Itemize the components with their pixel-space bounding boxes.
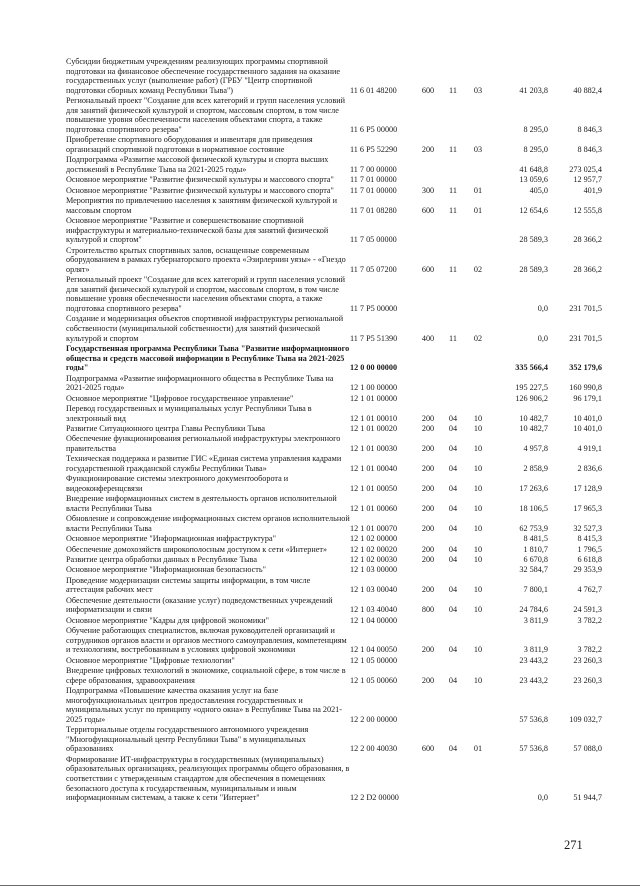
row-code: 12 1 01 00020 (350, 423, 398, 433)
row-amount-year1: 10 482,7 (519, 423, 548, 433)
row-code: 11 7 01 00000 (350, 185, 397, 195)
row-amount-year1: 62 753,9 (519, 523, 548, 533)
row-expense-type: 200 (421, 675, 435, 685)
table-row (66, 374, 602, 394)
row-subsection: 10 (473, 555, 483, 565)
table-row (66, 576, 602, 596)
row-code: 12 1 04 00000 (350, 615, 398, 625)
row-name: Основное мероприятие "Развитие физической культуры и массового спорта" (66, 185, 334, 195)
row-expense-type (414, 686, 442, 725)
row-amount-year2: 2 836,6 (577, 463, 602, 473)
table-row (66, 314, 602, 344)
row-amount-year1: 28 589,3 (519, 235, 548, 245)
row-subsection (464, 344, 492, 374)
row-amount-year2: 8 846,3 (577, 144, 602, 154)
row-amount-year2: 17 965,3 (573, 503, 602, 513)
row-amount-year2: 40 882,4 (573, 85, 602, 95)
row-code: 12 2 00 00000 (350, 714, 398, 724)
row-expense-type: 600 (421, 205, 435, 215)
row-name: Государственная программа Республики Тыва "Развитие информационного общества и средств массовой информации в Республике Тыва на 2021-2025 годы" (66, 343, 350, 373)
row-code: 11 7 05 00000 (350, 235, 397, 245)
row-amount-year2: 1 796,5 (577, 544, 602, 554)
row-amount-year2: 17 128,9 (573, 483, 602, 493)
row-expense-type (414, 565, 442, 575)
row-code: 11 7 00 00000 (350, 164, 397, 174)
row-code: 12 1 05 00060 (350, 675, 398, 685)
row-code: 12 1 02 00030 (350, 555, 398, 565)
row-amount-year1: 0,0 (537, 333, 548, 343)
row-amount-year1: 23 443,2 (519, 675, 548, 685)
row-name: Развитие центра обработки данных в Республике Тыва (66, 555, 258, 565)
table-row (66, 394, 602, 404)
row-expense-type: 600 (421, 85, 435, 95)
row-name: Подпрограмма «Повышение качества оказания услуг на базе многофункциональных центров предоставления государственных и муниципальных услуг по принципу «одного окна» в Республике Тыва на 2021-2025 годы» (66, 686, 342, 724)
row-code: 11 7 P5 51390 (350, 333, 398, 343)
row-subsection: 10 (473, 544, 483, 554)
row-section (442, 344, 464, 374)
row-expense-type (414, 96, 442, 135)
row-name: Основное мероприятие "Цифровые технологии" (66, 655, 235, 665)
table-row (66, 246, 602, 276)
row-amount-year2: 29 353,9 (573, 565, 602, 575)
row-expense-type (414, 656, 442, 666)
row-section (442, 656, 464, 666)
row-section: 04 (448, 675, 458, 685)
row-subsection (464, 686, 492, 725)
row-amount-year1: 0,0 (537, 304, 548, 314)
row-expense-type: 200 (421, 413, 435, 423)
row-name: Создание и модернизация объектов спортивной инфраструктуры региональной собственности (муниципальной собственности) для занятий физической культурой и спортом (66, 314, 344, 343)
row-name: Приобретение спортивного оборудования и инвентаря для приведения организаций спортивной подготовки в нормативное состояние (66, 135, 313, 154)
table-row (66, 725, 602, 755)
row-expense-type (414, 374, 442, 394)
row-section: 11 (449, 144, 457, 154)
row-expense-type: 200 (421, 544, 435, 554)
table-row (66, 135, 602, 155)
row-code: 12 2 D2 00000 (350, 793, 399, 803)
row-section (442, 155, 464, 175)
row-section: 04 (448, 423, 458, 433)
row-amount-year2: 8 846,3 (577, 124, 602, 134)
row-code: 12 1 01 00070 (350, 523, 398, 533)
row-amount-year1: 7 800,1 (523, 585, 548, 595)
row-subsection: 10 (473, 463, 483, 473)
row-expense-type: 200 (421, 645, 435, 655)
row-expense-type: 600 (421, 264, 435, 274)
row-expense-type (414, 344, 442, 374)
row-expense-type: 200 (421, 585, 435, 595)
row-code: 12 1 01 00040 (350, 463, 398, 473)
table-row (66, 555, 602, 565)
row-code: 11 7 P5 00000 (350, 304, 398, 314)
row-name: Строительство крытых спортивных залов, оснащенные современным оборудованием в рамках губернаторского проекта «Эзирлернин уязы» - «Гнездо орлят» (66, 245, 346, 274)
row-expense-type: 200 (421, 483, 435, 493)
page-number: 271 (564, 838, 583, 852)
row-section: 04 (448, 413, 458, 423)
row-amount-year2: 8 415,3 (577, 534, 602, 544)
row-subsection: 10 (473, 483, 483, 493)
row-section: 11 (449, 333, 457, 343)
row-subsection: 03 (473, 85, 483, 95)
table-row (66, 474, 602, 494)
row-code: 11 7 05 07200 (350, 264, 397, 274)
row-amount-year2: 6 618,8 (577, 555, 602, 565)
row-amount-year1: 57 536,8 (519, 744, 548, 754)
row-amount-year2: 23 260,3 (573, 655, 602, 665)
row-subsection: 01 (473, 205, 483, 215)
row-amount-year1: 0,0 (537, 793, 548, 803)
row-section: 04 (448, 503, 458, 513)
row-section: 04 (448, 585, 458, 595)
row-code: 12 1 03 00040 (350, 585, 398, 595)
row-expense-type: 200 (421, 463, 435, 473)
row-subsection: 01 (473, 744, 483, 754)
row-section: 04 (448, 605, 458, 615)
row-amount-year2: 51 944,7 (573, 793, 602, 803)
row-section (442, 534, 464, 544)
row-amount-year1: 195 227,5 (515, 383, 548, 393)
row-subsection (464, 175, 492, 185)
row-amount-year1: 8 481,5 (523, 534, 548, 544)
row-amount-year2: 96 179,1 (573, 393, 602, 403)
row-amount-year1: 12 654,6 (519, 205, 548, 215)
row-code: 12 1 02 00020 (350, 544, 398, 554)
row-amount-year1: 28 589,3 (519, 264, 548, 274)
row-amount-year2: 160 990,8 (569, 383, 602, 393)
row-code: 12 1 03 00000 (350, 565, 398, 575)
row-amount-year1: 32 584,7 (519, 565, 548, 575)
footer-divider (0, 885, 640, 886)
row-name: Внедрение информационных систем в деятельность органов исполнительной власти Республики Тыва (66, 494, 337, 513)
table-row (66, 196, 602, 216)
row-amount-year2: 57 088,0 (573, 744, 602, 754)
row-subsection (464, 275, 492, 314)
row-amount-year1: 8 295,0 (523, 144, 548, 154)
row-amount-year1: 4 957,8 (523, 443, 548, 453)
row-amount-year1: 2 858,9 (523, 463, 548, 473)
row-code: 11 6 P5 52290 (350, 144, 398, 154)
row-amount-year1: 24 784,6 (519, 605, 548, 615)
row-amount-year2: 4 919,1 (577, 443, 602, 453)
row-section (442, 374, 464, 394)
row-name: Обеспечение домохозяйств широкополосным доступом к сети «Интернет» (66, 544, 328, 554)
row-expense-type (414, 275, 442, 314)
row-code: 12 2 00 40030 (350, 744, 398, 754)
row-amount-year2: 10 401,0 (573, 423, 602, 433)
row-subsection (464, 755, 492, 804)
row-amount-year1: 3 811,9 (523, 615, 548, 625)
row-name: Внедрение цифровых технологий в экономике, социальной сфере, в том числе в сфере образования, здравоохранения (66, 666, 346, 685)
row-amount-year1: 23 443,2 (519, 655, 548, 665)
row-amount-year1: 57 536,8 (519, 714, 548, 724)
row-code: 12 1 01 00030 (350, 443, 398, 453)
row-amount-year1: 17 263,6 (519, 483, 548, 493)
row-expense-type: 200 (421, 503, 435, 513)
table-row (66, 596, 602, 616)
row-expense-type (414, 175, 442, 185)
row-code: 12 1 03 40040 (350, 605, 398, 615)
table-row (66, 755, 602, 804)
row-code: 11 6 P5 00000 (350, 124, 398, 134)
row-subsection (464, 374, 492, 394)
table-row (66, 404, 602, 424)
row-amount-year2: 401,9 (583, 185, 602, 195)
row-subsection: 10 (473, 585, 483, 595)
row-expense-type (414, 155, 442, 175)
row-code: 11 6 01 48200 (350, 85, 397, 95)
row-code: 12 1 00 00000 (350, 383, 398, 393)
row-amount-year2: 273 025,4 (569, 164, 602, 174)
row-section (442, 686, 464, 725)
row-subsection (464, 216, 492, 246)
row-expense-type (414, 394, 442, 404)
row-subsection (464, 656, 492, 666)
row-subsection: 01 (473, 185, 483, 195)
row-subsection (464, 394, 492, 404)
row-name: Основное мероприятие "Развитие физической культуры и массового спорта" (66, 175, 334, 185)
row-amount-year1: 3 811,9 (523, 645, 548, 655)
row-name: Основное мероприятие "Развитие и совершенствование спортивной инфраструктуры и материально-технической базы для занятий физической культурой и спортом" (66, 216, 329, 245)
row-expense-type: 200 (421, 555, 435, 565)
table-row (66, 434, 602, 454)
row-amount-year1: 1 810,7 (523, 544, 548, 554)
table-row (66, 344, 602, 374)
table-row (66, 545, 602, 555)
row-expense-type: 300 (421, 185, 435, 195)
row-subsection: 10 (473, 605, 483, 615)
row-subsection: 02 (473, 264, 483, 274)
row-amount-year2: 10 401,0 (573, 413, 602, 423)
row-name: Функционирование системы электронного документооборота и видеоконференцсвязи (66, 474, 289, 493)
row-subsection: 10 (473, 443, 483, 453)
row-name: Формирование ИТ-инфраструктуры в государственных (муниципальных) образовательных организациях, реализующих программы общего образования, в соответствии с утвержденным стандартом для обеспечения в помещениях безопасного доступа к государственным, муниципальным и иным информационным системам, а также к сети "Интернет" (66, 754, 350, 803)
row-name: Обеспечение функционирования региональной инфраструктуры электронного правительства (66, 434, 341, 453)
row-subsection (464, 96, 492, 135)
table-row (66, 186, 602, 196)
row-subsection: 10 (473, 645, 483, 655)
table-row (66, 275, 602, 314)
row-expense-type: 200 (421, 144, 435, 154)
row-amount-year2: 32 527,3 (573, 523, 602, 533)
row-section: 04 (448, 523, 458, 533)
row-code: 12 1 05 00000 (350, 655, 398, 665)
row-subsection: 10 (473, 503, 483, 513)
table-row (66, 454, 602, 474)
row-expense-type: 400 (421, 333, 435, 343)
row-name: Субсидии бюджетным учреждениям реализующих программы спортивной подготовки на финансовое обеспечение государственного задания на оказание государственных услуг (выполнение работ) (ГРБУ "Центр спортивной подготовки сборных команд Республики Тыва") (66, 57, 340, 95)
row-code: 12 1 01 00010 (350, 413, 398, 423)
table-row (66, 57, 602, 96)
row-expense-type: 600 (421, 744, 435, 754)
row-name: Региональный проект "Создание для всех категорий и групп населения условий для занятий физической культурой и спортом, массовым спортом, в том числе повышение уровня обеспеченности населения объектами спорта, а также подготовка спортивного резерва" (66, 275, 345, 314)
row-code: 12 0 00 00000 (350, 363, 398, 373)
row-section: 04 (448, 555, 458, 565)
row-subsection (464, 565, 492, 575)
row-name: Региональный проект "Создание для всех категорий и групп населения условий для занятий физической культурой и спортом, массовым спортом, в том числе повышение уровня обеспеченности населения объектами спорта, а также подготовка спортивного резерва" (66, 96, 345, 134)
row-section (442, 175, 464, 185)
row-subsection: 10 (473, 675, 483, 685)
row-section: 04 (448, 544, 458, 554)
budget-table (66, 57, 602, 804)
table-row (66, 666, 602, 686)
table-row (66, 565, 602, 575)
row-name: Основное мероприятие "Информационная инфраструктура" (66, 534, 276, 544)
row-expense-type (414, 616, 442, 626)
table-row (66, 96, 602, 135)
row-name: Обучение работающих специалистов, включая руководителей организаций и сотрудников органов власти и органов местного самоуправления, компетенциям и технологиям, востребованным в условиях цифровой экономики (66, 626, 347, 655)
row-section: 04 (448, 463, 458, 473)
table-row (66, 216, 602, 246)
row-name: Основное мероприятие "Информационная безопасность" (66, 565, 266, 575)
row-expense-type (414, 216, 442, 246)
row-section: 11 (449, 205, 457, 215)
row-section (442, 394, 464, 404)
row-subsection (464, 616, 492, 626)
row-amount-year1: 405,0 (529, 185, 548, 195)
table-row (66, 424, 602, 434)
row-section: 04 (448, 483, 458, 493)
row-name: Техническая поддержка и развитие ГИС «Единая система управления кадрами государственной гражданской службы Республики Тыва» (66, 454, 342, 473)
row-subsection: 10 (473, 423, 483, 433)
table-row (66, 686, 602, 725)
row-code: 11 7 01 00000 (350, 175, 397, 185)
row-expense-type: 800 (421, 605, 435, 615)
table-row (66, 494, 602, 514)
row-subsection: 02 (473, 333, 483, 343)
row-name: Территориальные отделы государственного автономного учреждения "Многофункциональный центр Республики Тыва" в муниципальных образованиях (66, 725, 309, 754)
row-section: 04 (448, 443, 458, 453)
row-name: Проведение модернизации системы защиты информации, в том числе аттестация рабочих мест (66, 575, 311, 595)
row-name: Перевод государственных и муниципальных услуг Республики Тыва в электронный вид (66, 403, 312, 423)
table-row (66, 626, 602, 656)
table-row (66, 534, 602, 544)
row-amount-year1: 41 203,8 (519, 85, 548, 95)
table-row (66, 514, 602, 534)
row-amount-year2: 109 032,7 (569, 714, 602, 724)
row-section: 11 (449, 85, 457, 95)
row-amount-year2: 352 179,6 (569, 363, 602, 373)
row-amount-year1: 18 106,5 (519, 503, 548, 513)
row-amount-year2: 23 260,3 (573, 675, 602, 685)
row-subsection (464, 534, 492, 544)
row-section: 04 (448, 645, 458, 655)
row-expense-type (414, 534, 442, 544)
row-subsection: 10 (473, 413, 483, 423)
row-section (442, 565, 464, 575)
row-name: Основное мероприятие "Цифровое государственное управление" (66, 393, 294, 403)
row-amount-year2: 3 782,2 (577, 645, 602, 655)
row-amount-year2: 3 782,2 (577, 615, 602, 625)
row-section (442, 96, 464, 135)
row-subsection: 10 (473, 523, 483, 533)
row-amount-year1: 6 670,8 (523, 555, 548, 565)
row-name: Мероприятия по привлечению населения к занятиям физической культурой и массовым спортом (66, 196, 338, 215)
row-name: Подпрограмма «Развитие массовой физической культуры и спорта высших достижений в Республике Тыва на 2021-2025 годы» (66, 155, 329, 174)
row-code: 12 1 01 00000 (350, 393, 398, 403)
table-row (66, 175, 602, 185)
row-code: 12 1 02 00000 (350, 534, 398, 544)
row-amount-year1: 8 295,0 (523, 124, 548, 134)
row-amount-year2: 12 957,7 (573, 175, 602, 185)
row-expense-type: 200 (421, 423, 435, 433)
row-amount-year1: 335 566,4 (515, 363, 548, 373)
row-amount-year1: 126 906,2 (515, 393, 548, 403)
row-section: 11 (449, 185, 457, 195)
row-section (442, 616, 464, 626)
row-subsection: 03 (473, 144, 483, 154)
row-amount-year1: 10 482,7 (519, 413, 548, 423)
row-code: 12 1 01 00060 (350, 503, 398, 513)
row-name: Развитие Ситуационного центра Главы Республики Тыва (66, 423, 265, 433)
row-amount-year2: 28 366,2 (573, 264, 602, 274)
row-amount-year2: 231 701,5 (569, 333, 602, 343)
row-amount-year2: 28 366,2 (573, 235, 602, 245)
row-code: 12 1 04 00050 (350, 645, 398, 655)
row-amount-year1: 13 059,6 (519, 175, 548, 185)
row-section: 04 (448, 744, 458, 754)
row-code: 12 1 01 00050 (350, 483, 398, 493)
row-section (442, 755, 464, 804)
row-amount-year2: 4 762,7 (577, 585, 602, 595)
row-code: 11 7 01 08280 (350, 205, 397, 215)
row-amount-year1: 41 648,8 (519, 164, 548, 174)
row-amount-year2: 12 555,8 (573, 205, 602, 215)
row-section: 11 (449, 264, 457, 274)
row-name: Подпрограмма «Развитие информационного общества в Республике Тыва на 2021-2025 годы» (66, 373, 334, 393)
budget-table-body (66, 57, 602, 804)
row-section (442, 216, 464, 246)
row-subsection (464, 155, 492, 175)
row-name: Основное мероприятие "Кадры для цифровой экономики" (66, 615, 269, 625)
row-expense-type (414, 755, 442, 804)
row-section (442, 275, 464, 314)
row-amount-year2: 231 701,5 (569, 304, 602, 314)
table-row (66, 656, 602, 666)
table-row (66, 616, 602, 626)
table-row (66, 155, 602, 175)
row-expense-type: 200 (421, 443, 435, 453)
row-expense-type: 200 (421, 523, 435, 533)
row-name: Обновление и сопровождение информационных систем органов исполнительной власти Республики Тыва (66, 514, 350, 533)
row-name: Обеспечение деятельности (оказание услуг) подведомственных учреждений информатизации и связи (66, 595, 333, 615)
row-amount-year2: 24 591,3 (573, 605, 602, 615)
